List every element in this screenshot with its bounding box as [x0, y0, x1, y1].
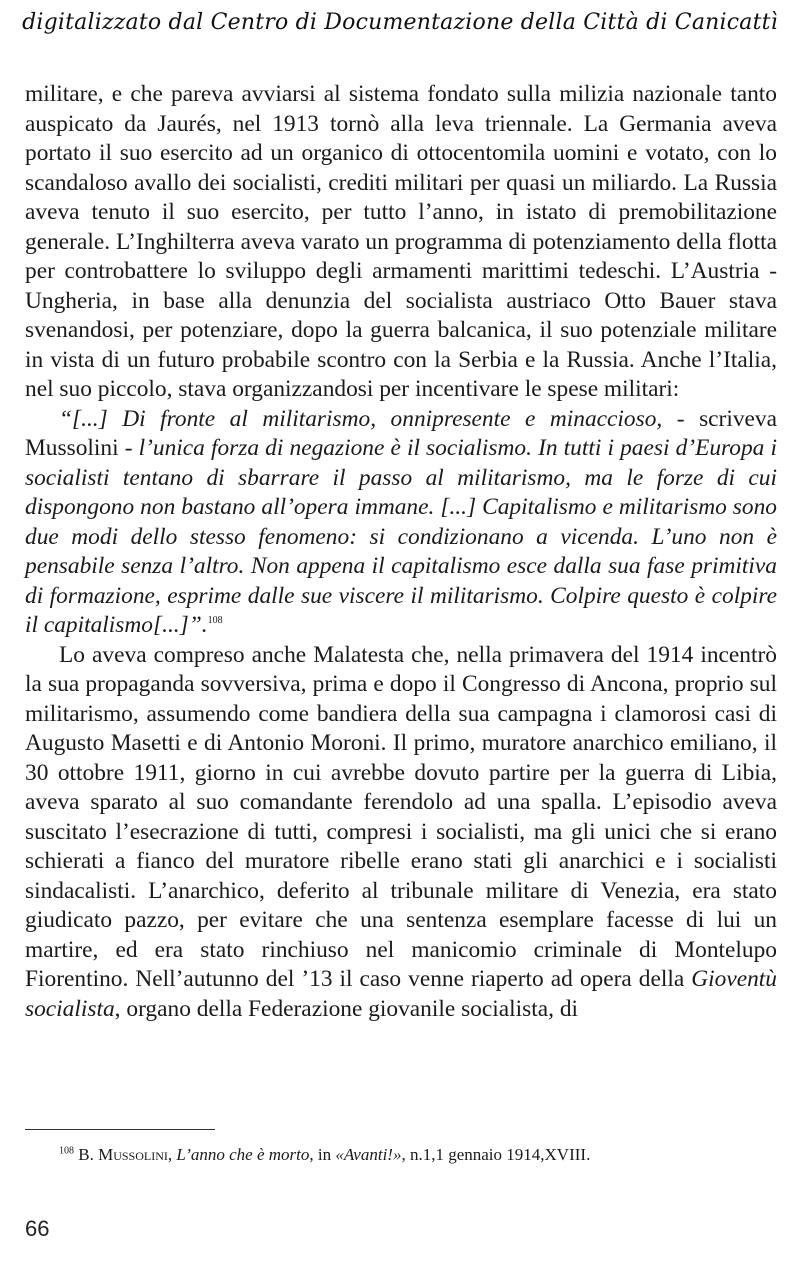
quotation-block: [25, 405, 777, 641]
digitization-watermark: digitalizzato dal Centro di Documentazione della Città di Canicattì: [22, 10, 778, 35]
page-body: [25, 80, 777, 1024]
page-number: 66: [25, 1216, 50, 1241]
footnote-separator-2: , in: [309, 1145, 336, 1164]
quote-attribution: - scriveva Mussolini -: [25, 405, 777, 461]
quote-part-1: “[...] Di fronte al militarismo, onnipresente e minaccioso,: [59, 405, 663, 432]
footnote-article-title: L’anno che è morto: [176, 1145, 310, 1164]
footnote-separator: [25, 1129, 215, 1130]
footnote-number: 108: [59, 1145, 74, 1157]
footnote-details: , n.1,1 gennaio 1914,XVIII.: [401, 1145, 591, 1164]
paragraph-1: militare, e che pareva avviarsi al sistema fondato sulla milizia nazionale tanto auspicato da Jaurés, nel 1913 tornò alla leva triennale. La Germania aveva portato il suo esercito ad un organico di ottocentomila uomini e votato, con lo scandaloso avallo dei socialisti, crediti militari per quasi un miliardo. La Russia aveva tenuto il suo esercito, per tutto l’anno, in istato di premobilitazione generale. L’Inghilterra aveva varato un programma di potenziamento della flotta per controbattere lo sviluppo degli armamenti marittimi tedeschi. L’Austria - Ungheria, in base alla denunzia del socialista austriaco Otto Bauer stava svenandosi, per potenziare, dopo la guerra balcanica, il suo potenziale militare in vista di un futuro probabile scontro con la Serbia e la Russia. Anche l’Italia, nel suo piccolo, stava organizzandosi per incentivare le spese militari:: [25, 81, 777, 402]
periodical-title: Gioventù socialista: [25, 966, 777, 1022]
footnote-journal: «Avanti!»: [335, 1145, 402, 1164]
footnote-author: B. Mussolini: [78, 1145, 168, 1164]
paragraph-2: [25, 641, 777, 1025]
footnote-separator-1: ,: [167, 1145, 177, 1164]
footnote-108: [59, 1144, 779, 1166]
paragraph-2-part-2: , organo della Federazione giovanile socialista, di: [114, 995, 579, 1022]
quote-part-2: l’unica forza di negazione è il socialismo. In tutti i paesi d’Europa i socialisti tentano di sbarrare il passo al militarismo, ma le forze di cui dispongono non bastano all’opera immane. [...] Capitalismo e militarismo sono due modi dello stesso fenomeno: si condizionano a vicenda. L’uno non è pensabile senza l’altro. Non appena il capitalismo esce dalla sua fase primitiva di formazione, esprime dalle sue viscere il militarismo. Colpire questo è colpire il capitalismo[...]”.: [25, 435, 777, 638]
paragraph-2-part-1: Lo aveva compreso anche Malatesta che, nella primavera del 1914 incentrò la sua propaganda sovversiva, prima e dopo il Congresso di Ancona, proprio sul militarismo, assumendo come bandiera della sua campagna i clamorosi casi di Augusto Masetti e di Antonio Moroni. Il primo, muratore anarchico emiliano, il 30 ottobre 1911, giorno in cui avrebbe dovuto partire per la guerra di Libia, aveva sparato al suo comandante ferendolo ad una spalla. L’episodio aveva suscitato l’esecrazione di tutti, compresi i socialisti, ma gli unici che si erano schierati a fianco del muratore ribelle erano stati gli anarchici e i socialisti sindacalisti. L’anarchico, deferito al tribunale militare di Venezia, era stato giudicato pazzo, per evitare che una sentenza esemplare facesse di lui un martire, ed era stato rinchiuso nel manicomio criminale di Montelupo Fiorentino. Nell’autunno del ’13 il caso venne riaperto ad opera della: [25, 641, 777, 992]
footnote-ref-108: 108: [207, 615, 223, 627]
